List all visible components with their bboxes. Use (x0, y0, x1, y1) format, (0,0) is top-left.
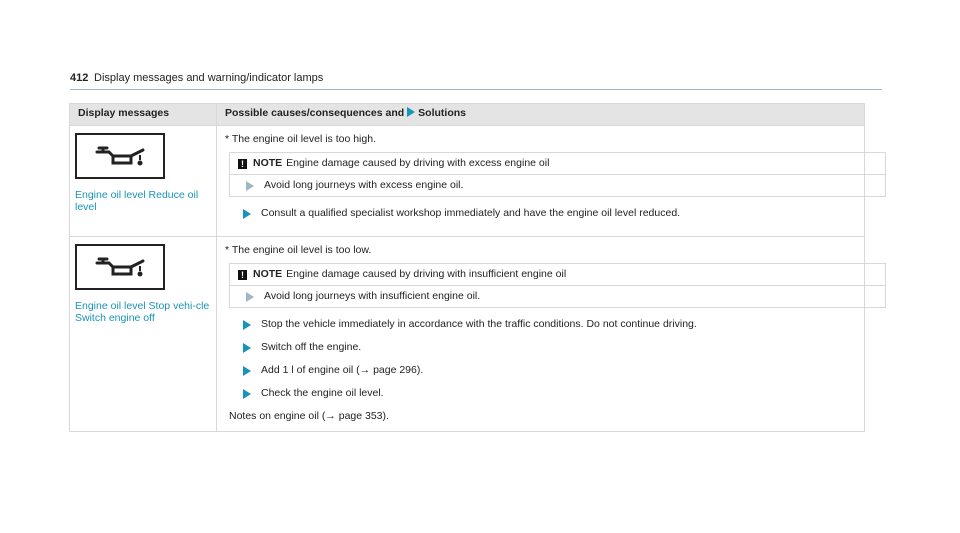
step-arrow-icon (243, 366, 251, 376)
note-step-row (230, 286, 885, 307)
page-header-title: Display messages and warning/indicator lamps (94, 72, 324, 84)
note-step-text: Avoid long journeys with insufficient engine oil. (264, 290, 481, 302)
display-message-cell (70, 237, 217, 432)
oil-level-icon (75, 133, 165, 179)
note-step-text: Avoid long journeys with excess engine oil. (264, 179, 464, 191)
display-message-text: Engine oil level Reduce oil level (75, 189, 199, 213)
warning-exclamation-icon: ! (238, 159, 247, 169)
solution-step-text: Consult a qualified specialist workshop immediately and have the engine oil level reduced. (261, 207, 681, 219)
causes-cell (217, 237, 865, 432)
step-arrow-icon (243, 209, 251, 219)
solution-step (243, 207, 858, 220)
display-message-cell (70, 126, 217, 237)
step-arrow-icon (246, 181, 254, 191)
solution-step (243, 387, 858, 400)
note-box (229, 263, 886, 308)
step-arrow-icon (243, 389, 251, 399)
note-label: NOTE (253, 268, 283, 280)
col-header-causes-prefix: Possible causes/consequences and (225, 107, 405, 119)
note-text: Engine damage caused by driving with excess engine oil (286, 157, 550, 169)
table-row (70, 237, 865, 432)
display-message-text: Engine oil level Stop vehi-cle Switch engine off (75, 300, 210, 324)
col-header-causes (217, 104, 865, 126)
solution-step-text: Check the engine oil level. (261, 387, 384, 399)
solution-step (243, 318, 858, 331)
page-number: 412 (70, 72, 89, 84)
oil-notes-reference: Notes on engine oil (→ page 353). (229, 410, 389, 422)
col-header-display-messages: Display messages (70, 104, 217, 126)
warning-exclamation-icon: ! (238, 270, 247, 280)
table-row (70, 126, 865, 237)
note-label: NOTE (253, 157, 283, 169)
causes-cell (217, 126, 865, 237)
step-arrow-icon (243, 320, 251, 330)
table-header-row (70, 104, 865, 126)
header-rule (70, 89, 882, 90)
note-step-row (230, 175, 885, 196)
oil-level-icon (75, 244, 165, 290)
note-row (230, 153, 885, 175)
note-row (230, 264, 885, 286)
display-messages-table (69, 103, 865, 432)
solution-step-text: Add 1 l of engine oil (→ page 296). (261, 364, 424, 376)
cause-text: * The engine oil level is too low. (225, 244, 372, 256)
note-box (229, 152, 886, 197)
solution-step (243, 364, 858, 377)
solution-step-text: Stop the vehicle immediately in accordance with the traffic conditions. Do not continue driving. (261, 318, 697, 330)
solution-step-text: Switch off the engine. (261, 341, 362, 353)
step-arrow-icon (246, 292, 254, 302)
step-arrow-icon (243, 343, 251, 353)
solution-step (243, 341, 858, 354)
page-header (70, 72, 882, 90)
solution-arrow-icon (407, 107, 415, 117)
cause-text: * The engine oil level is too high. (225, 133, 376, 145)
col-header-causes-suffix: Solutions (418, 107, 467, 119)
note-text: Engine damage caused by driving with insufficient engine oil (286, 268, 567, 280)
